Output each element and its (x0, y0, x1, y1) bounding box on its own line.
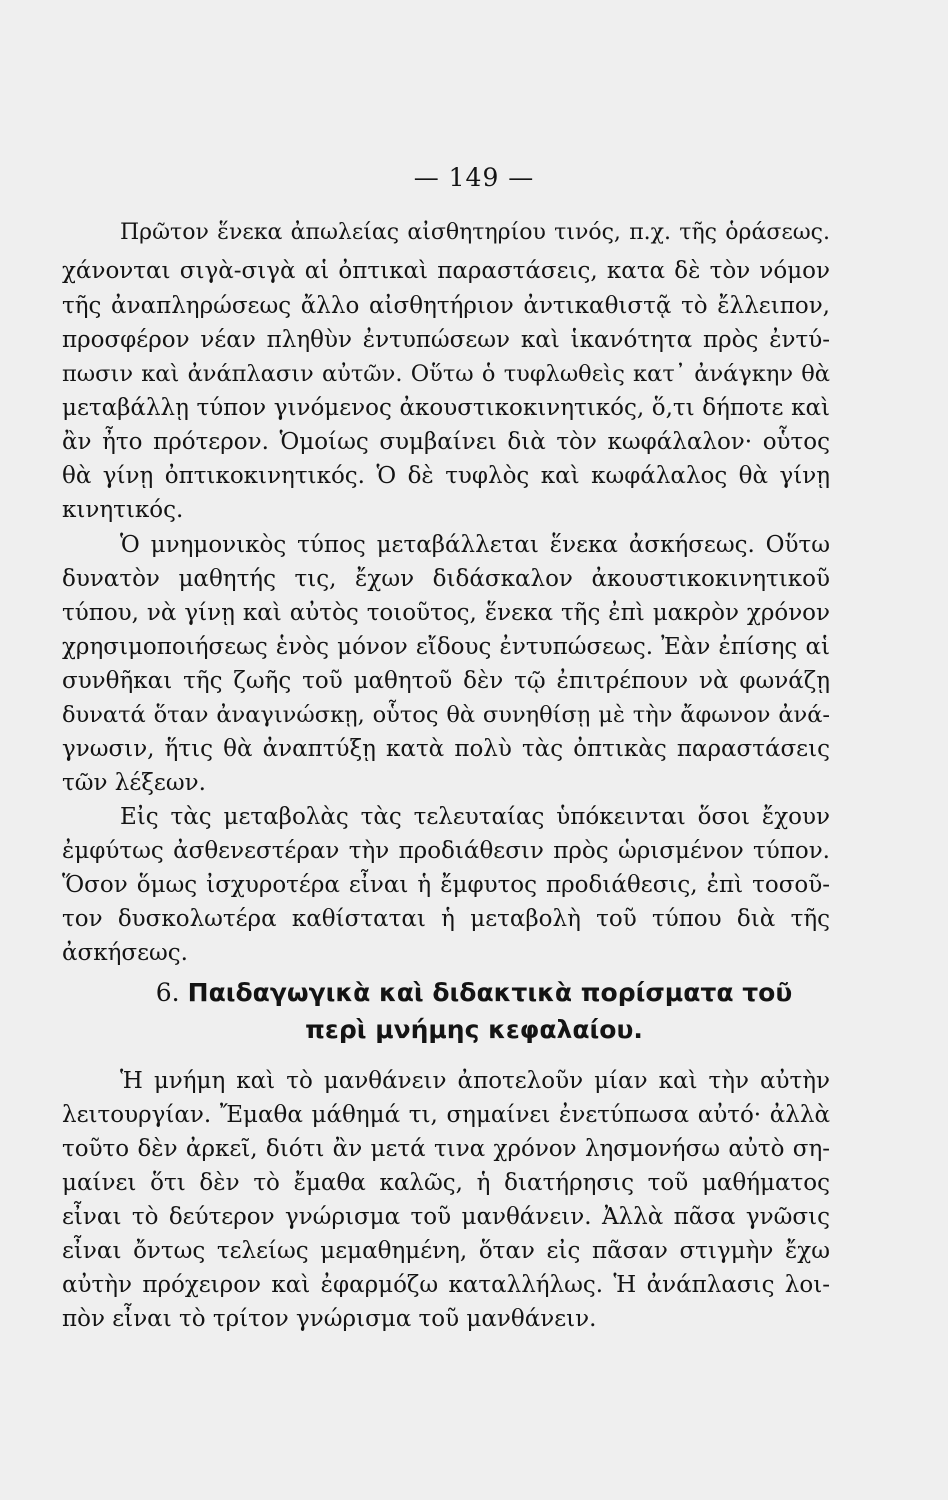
text-line: ἀσκήσεως. (62, 940, 188, 966)
text-line: μαίνει ὅτι δὲν τὸ ἔμαθα καλῶς, ἡ διατήρησις τοῦ μαθήματος (62, 1170, 830, 1196)
text-line: χρησιμοποιήσεως ἑνὸς μόνον εἴδους ἐντυπώσεως. Ἐὰν ἐπίσης αἱ (62, 634, 830, 660)
text-line: τῶν λέξεων. (62, 770, 206, 796)
text-line: Ὁ μνημονικὸς τύπος μεταβάλλεται ἕνεκα ἀσκήσεως. Οὕτω (120, 532, 830, 558)
text-line: τον δυσκολωτέρα καθίσταται ἡ μεταβολὴ τοῦ τύπου διὰ τῆς (62, 906, 830, 932)
text-line: τύπου, νὰ γίνῃ καὶ αὐτὸς τοιοῦτος, ἕνεκα τῆς ἐπὶ μακρὸν χρόνον (62, 600, 830, 626)
text-line: κινητικός. (62, 497, 184, 523)
text-line: Πρῶτον ἕνεκα ἀπωλείας αἰσθητηρίου τινός, π.χ. τῆς ὁράσεως. (120, 220, 830, 245)
text-line: εἶναι ὄντως τελείως μεμαθημένη, ὅταν εἰς πᾶσαν στιγμὴν ἔχω (62, 1238, 830, 1264)
text-line: εἶναι τὸ δεύτερον γνώρισμα τοῦ μανθάνειν. Ἀλλὰ πᾶσα γνῶσις (62, 1204, 830, 1230)
text-line: χάνονται σιγὰ-σιγὰ αἱ ὀπτικαὶ παραστάσεις, κατα δὲ τὸν νόμον (62, 258, 830, 284)
text-line: πωσιν καὶ ἀνάπλασιν αὐτῶν. Οὕτω ὁ τυφλωθεὶς κατ᾽ ἀνάγκην θὰ (62, 361, 830, 387)
text-line: γνωσιν, ἥτις θὰ ἀναπτύξῃ κατὰ πολὺ τὰς ὀπτικὰς παραστάσεις (62, 736, 830, 762)
text-line: Εἰς τὰς μεταβολὰς τὰς τελευταίας ὑπόκεινται ὅσοι ἔχουν (120, 804, 830, 830)
page-number: — 149 — (413, 163, 535, 192)
text-line: προσφέρον νέαν πληθὺν ἐντυπώσεων καὶ ἱκανότητα πρὸς ἐντύ- (62, 327, 830, 353)
text-line: μεταβάλλῃ τύπον γινόμενος ἀκουστικοκινητικός, ὅ,τι δήποτε καὶ (62, 395, 830, 421)
section-heading-line-1 (0, 975, 948, 1011)
text-line: θὰ γίνῃ ὀπτικοκινητικός. Ὁ δὲ τυφλὸς καὶ κωφάλαλος θὰ γίνῃ (62, 463, 830, 489)
text-line: πὸν εἶναι τὸ τρίτον γνώρισμα τοῦ μανθάνειν. (62, 1306, 597, 1332)
text-line: ἐμφύτως ἀσθενεστέραν τὴν προδιάθεσιν πρὸς ὡρισμένον τύπον. (62, 838, 830, 864)
text-line: Ὅσον ὅμως ἰσχυροτέρα εἶναι ἡ ἔμφυτος προδιάθεσις, ἐπὶ τοσοῦ- (62, 872, 830, 898)
text-line: τοῦτο δὲν ἀρκεῖ, διότι ἂν μετά τινα χρόνον λησμονήσω αὐτὸ ση- (62, 1136, 830, 1162)
text-line: δυνατά ὅταν ἀναγινώσκῃ, οὗτος θὰ συνηθίσῃ μὲ τὴν ἄφωνον ἀνά- (62, 702, 830, 728)
text-line: συνθῆκαι τῆς ζωῆς τοῦ μαθητοῦ δὲν τῷ ἐπιτρέπουν νὰ φωνάζῃ (62, 668, 830, 694)
text-line: δυνατὸν μαθητής τις, ἔχων διδάσκαλον ἀκουστικοκινητικοῦ (62, 566, 830, 592)
text-line: Ἡ μνήμη καὶ τὸ μανθάνειν ἀποτελοῦν μίαν καὶ τὴν αὐτὴν (120, 1068, 830, 1094)
text-line: λειτουργίαν. Ἔμαθα μάθημά τι, σημαίνει ἐνετύπωσα αὐτό· ἀλλὰ (62, 1102, 830, 1128)
section-title-part-1: Παιδαγωγικὰ καὶ διδακτικὰ πορίσματα τοῦ (187, 978, 793, 1007)
section-heading-line-2: περὶ μνήμης κεφαλαίου. (305, 1015, 643, 1044)
text-line: τῆς ἀναπληρώσεως ἄλλο αἰσθητήριον ἀντικαθιστᾷ τὸ ἔλλειπον, (62, 293, 830, 319)
section-number: 6. (155, 978, 180, 1007)
text-line: ἂν ἦτο πρότερον. Ὁμοίως συμβαίνει διὰ τὸν κωφάλαλον· οὗτος (62, 429, 830, 455)
text-line: αὐτὴν πρόχειρον καὶ ἐφαρμόζω καταλλήλως. Ἡ ἀνάπλασις λοι- (62, 1272, 830, 1298)
